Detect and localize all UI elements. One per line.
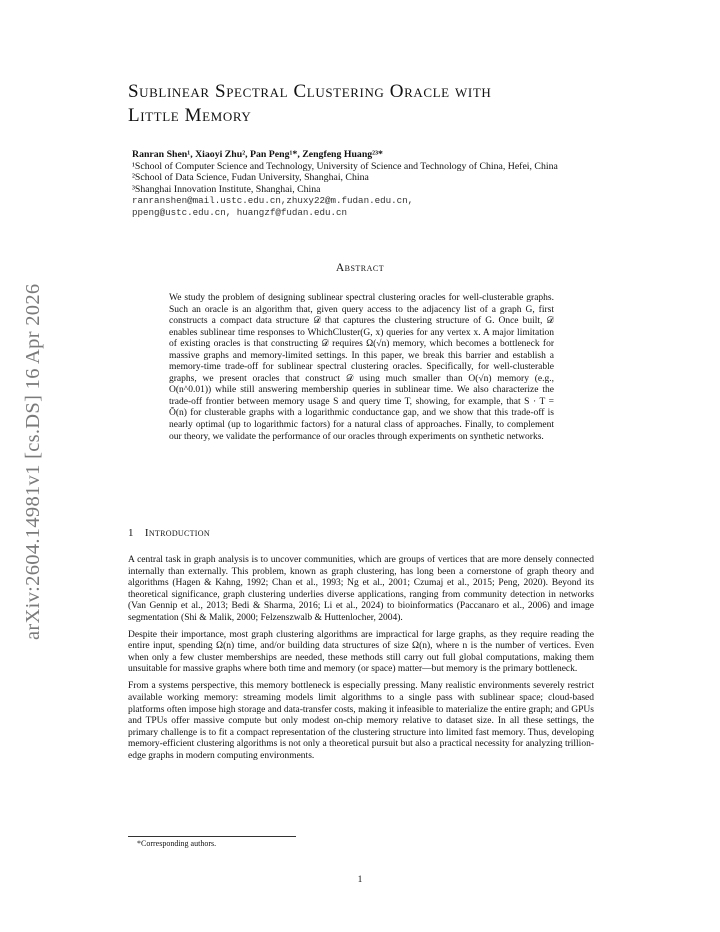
footnote-divider (128, 836, 296, 837)
affiliation-3: ³Shanghai Innovation Institute, Shanghai, China (132, 183, 321, 195)
section-number: 1 (128, 527, 134, 539)
affiliation-2: ²School of Data Science, Fudan University, Shanghai, China (132, 172, 369, 184)
footnote: *Corresponding authors. (137, 839, 217, 848)
abstract-body (169, 293, 554, 443)
author-block (132, 149, 692, 219)
email-line-1[interactable]: ranranshen@mail.ustc.edu.cn,zhuxy22@m.fudan.edu.cn, (132, 195, 414, 207)
section-body (128, 555, 594, 768)
paragraph-1: A central task in graph analysis is to uncover communities, which are groups of vertices that are more densely connected internally than externally. This problem, known as graph clustering, has long been a cornerstone of graph theory and algorithms (Hagen & Kahng, 1992; Chan et al., 1993; Ng et al., 2001; Czumaj et al., 2015; Peng, 2020). Beyond its theoretical significance, graph clustering underlies diverse applications, ranging from community detection in networks (Van Gennip et al., 2013; Bedi & Sharma, 2016; Li et al., 2024) to bioinformatics (Paccanaro et al., 2006) and image segmentation (Shi & Malik, 2000; Felzenszwalb & Huttenlocher, 2004). (128, 555, 594, 623)
section-title: Introduction (144, 527, 210, 539)
paper-title (128, 80, 628, 128)
title-line-2: Little Memory (128, 105, 252, 126)
section-heading (128, 527, 210, 539)
title-line-1: Sublinear Spectral Clustering Oracle with (128, 81, 492, 102)
affiliation-1: ¹School of Computer Science and Technology, University of Science and Technology of China, Hefei, China (132, 160, 558, 172)
author-names: Ranran Shen¹, Xiaoyi Zhu², Pan Peng¹*, Zengfeng Huang²³* (132, 149, 383, 160)
paragraph-2: Despite their importance, most graph clustering algorithms are impractical for large graphs, as they require reading the entire input, spending Ω(n) time, and/or building data structures of size Ω(n), where n is the number of vertices. Even when only a few cluster memberships are needed, these methods still carry out full global computations, making them unsuitable for massive graphs where both time and memory (or space) matter—but memory is the primary bottleneck. (128, 629, 594, 675)
paragraph-3: From a systems perspective, this memory bottleneck is especially pressing. Many realistic environments severely restrict available working memory: streaming models limit algorithms to a single pass with sublinear space; cloud-based platforms often impose high storage and data-transfer costs, making it infeasible to materialize the entire graph; and GPUs and TPUs offer massive compute but only modest on-chip memory relative to dataset size. In all these settings, the primary challenge is to fit a compact representation of the clustering structure into limited fast memory. Thus, developing memory-efficient clustering algorithms is not only a theoretical pursuit but also a practical necessity for analyzing trillion-edge graphs in modern computing environments. (128, 681, 594, 761)
abstract-text: We study the problem of designing sublinear spectral clustering oracles for well-clusterable graphs. Such an oracle is an algorithm that, given query access to the adjacency list of a graph G, first constructs a compact data structure 𝒟 that captures the clustering structure of G. Once built, 𝒟 enables sublinear time responses to WhichCluster(G, x) queries for any vertex x. A major limitation of existing oracles is that constructing 𝒟 requires Ω(√n) memory, which becomes a bottleneck for massive graphs and memory-limited settings. In this paper, we break this barrier and establish a memory-time trade-off for sublinear spectral clustering oracles. Specifically, for well-clusterable graphs, we present oracles that construct 𝒟 using much smaller than O(√n) memory (e.g., O(n^0.01)) while still answering membership queries in sublinear time. We also characterize the trade-off frontier between memory usage S and query time T, showing, for example, that S · T = Õ(n) for clusterable graphs with a logarithmic conductance gap, and we show that this trade-off is nearly optimal (up to logarithmic factors) for a natural class of approaches. Finally, to complement our theory, we validate the performance of our oracles through experiments on synthetic networks. (169, 293, 554, 442)
page-number: 1 (357, 875, 363, 885)
email-line-2[interactable]: ppeng@ustc.edu.cn, huangzf@fudan.edu.cn (132, 206, 348, 218)
abstract-heading: Abstract (335, 262, 385, 274)
arxiv-identifier-stamp: arXiv:2604.14981v1 [cs.DS] 16 Apr 2026 (22, 283, 44, 640)
